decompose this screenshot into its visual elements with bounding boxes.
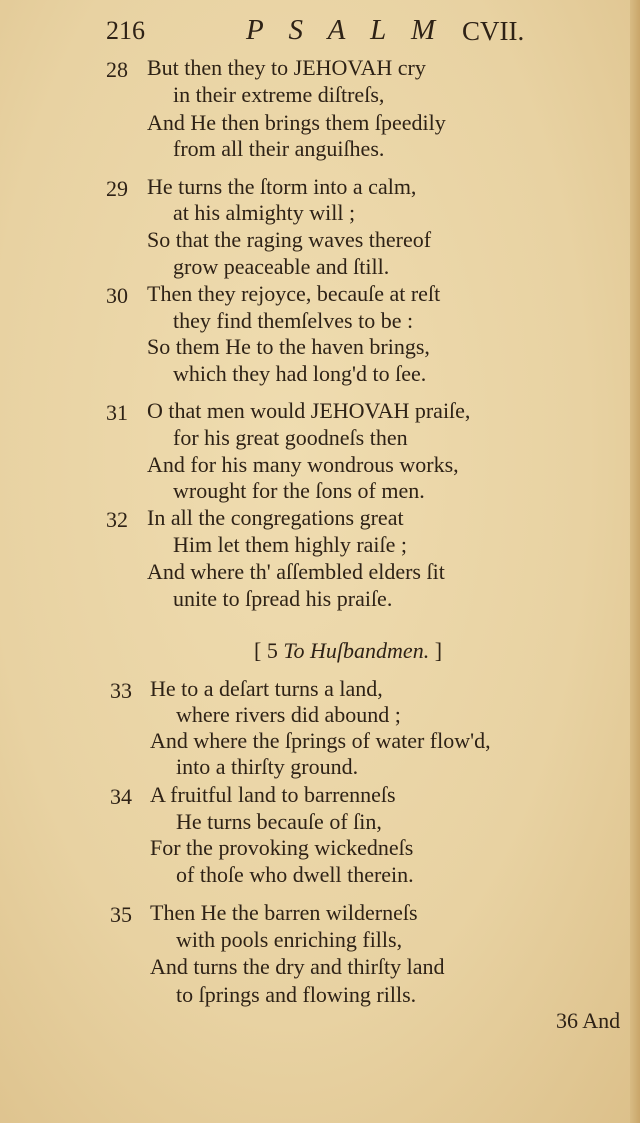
verse-number: 32	[106, 507, 128, 532]
verse-line: they find themſelves to be :	[173, 308, 414, 333]
verse-line: So that the raging waves thereof	[147, 227, 432, 252]
page-edge	[630, 0, 640, 1123]
verse-line: which they had long'd to ſee.	[173, 361, 427, 386]
verse-line: And where the ſprings of water flow'd,	[150, 728, 491, 753]
verse-line: wrought for the ſons of men.	[173, 478, 425, 503]
verse-line: Him let them highly raiſe ;	[173, 532, 408, 557]
verse-line: unite to ſpread his praiſe.	[173, 586, 393, 611]
verse-number: 33	[110, 678, 132, 703]
verse-line: grow peaceable and ſtill.	[173, 254, 390, 279]
verse-line: For the provoking wickedneſs	[150, 835, 414, 860]
verse-line: O that men would JEHOVAH praiſe,	[147, 398, 471, 423]
verse-line: So them He to the haven brings,	[147, 334, 430, 359]
section-number: 5	[266, 638, 278, 663]
verse-number: 28	[106, 57, 128, 82]
catchword: 36 And	[556, 1008, 621, 1033]
verse-number: 30	[106, 283, 128, 308]
verse-line: from all their anguiſhes.	[173, 136, 385, 161]
bracket-close: ]	[434, 638, 443, 663]
verse-line: And turns the dry and thirſty land	[150, 954, 445, 979]
verse-line: Then He the barren wilderneſs	[150, 900, 418, 925]
verse-number: 31	[106, 400, 128, 425]
section-title: To Huſbandmen.	[283, 638, 430, 663]
verse-line: He to a deſart turns a land,	[150, 676, 383, 701]
verse-line: But then they to JEHOVAH cry	[147, 55, 426, 80]
verse-line: with pools enriching fills,	[176, 927, 403, 952]
page-number: 216	[106, 16, 145, 45]
verse-line: And He then brings them ſpeedily	[147, 110, 446, 135]
verse-line: He turns the ſtorm into a calm,	[147, 174, 417, 199]
verse-line: And where th' aſſembled elders ſit	[147, 559, 445, 584]
bracket-open: [	[254, 638, 262, 663]
verse-line: at his almighty will ;	[173, 200, 356, 225]
verse-line: of thoſe who dwell therein.	[176, 862, 414, 887]
verse-line: A fruitful land to barrenneſs	[150, 782, 396, 807]
verse-number: 35	[110, 902, 132, 927]
psalm-numeral: CVII.	[462, 16, 525, 46]
verse-line: He turns becauſe of ſin,	[176, 809, 382, 834]
verse-number: 34	[110, 784, 132, 809]
verse-line: Then they rejoyce, becauſe at reſt	[147, 281, 441, 306]
verse-line: to ſprings and flowing rills.	[176, 982, 417, 1007]
verse-line: where rivers did abound ;	[176, 702, 401, 727]
page-title: P S A L M	[246, 14, 445, 46]
verse-line: In all the congregations great	[147, 505, 404, 530]
verse-line: into a thirſty ground.	[176, 754, 359, 779]
section-heading	[254, 638, 442, 664]
verse-line: for his great goodneſs then	[173, 425, 408, 450]
verse-number: 29	[106, 176, 128, 201]
verse-line: And for his many wondrous works,	[147, 452, 459, 477]
verse-line: in their extreme diſtreſs,	[173, 82, 385, 107]
